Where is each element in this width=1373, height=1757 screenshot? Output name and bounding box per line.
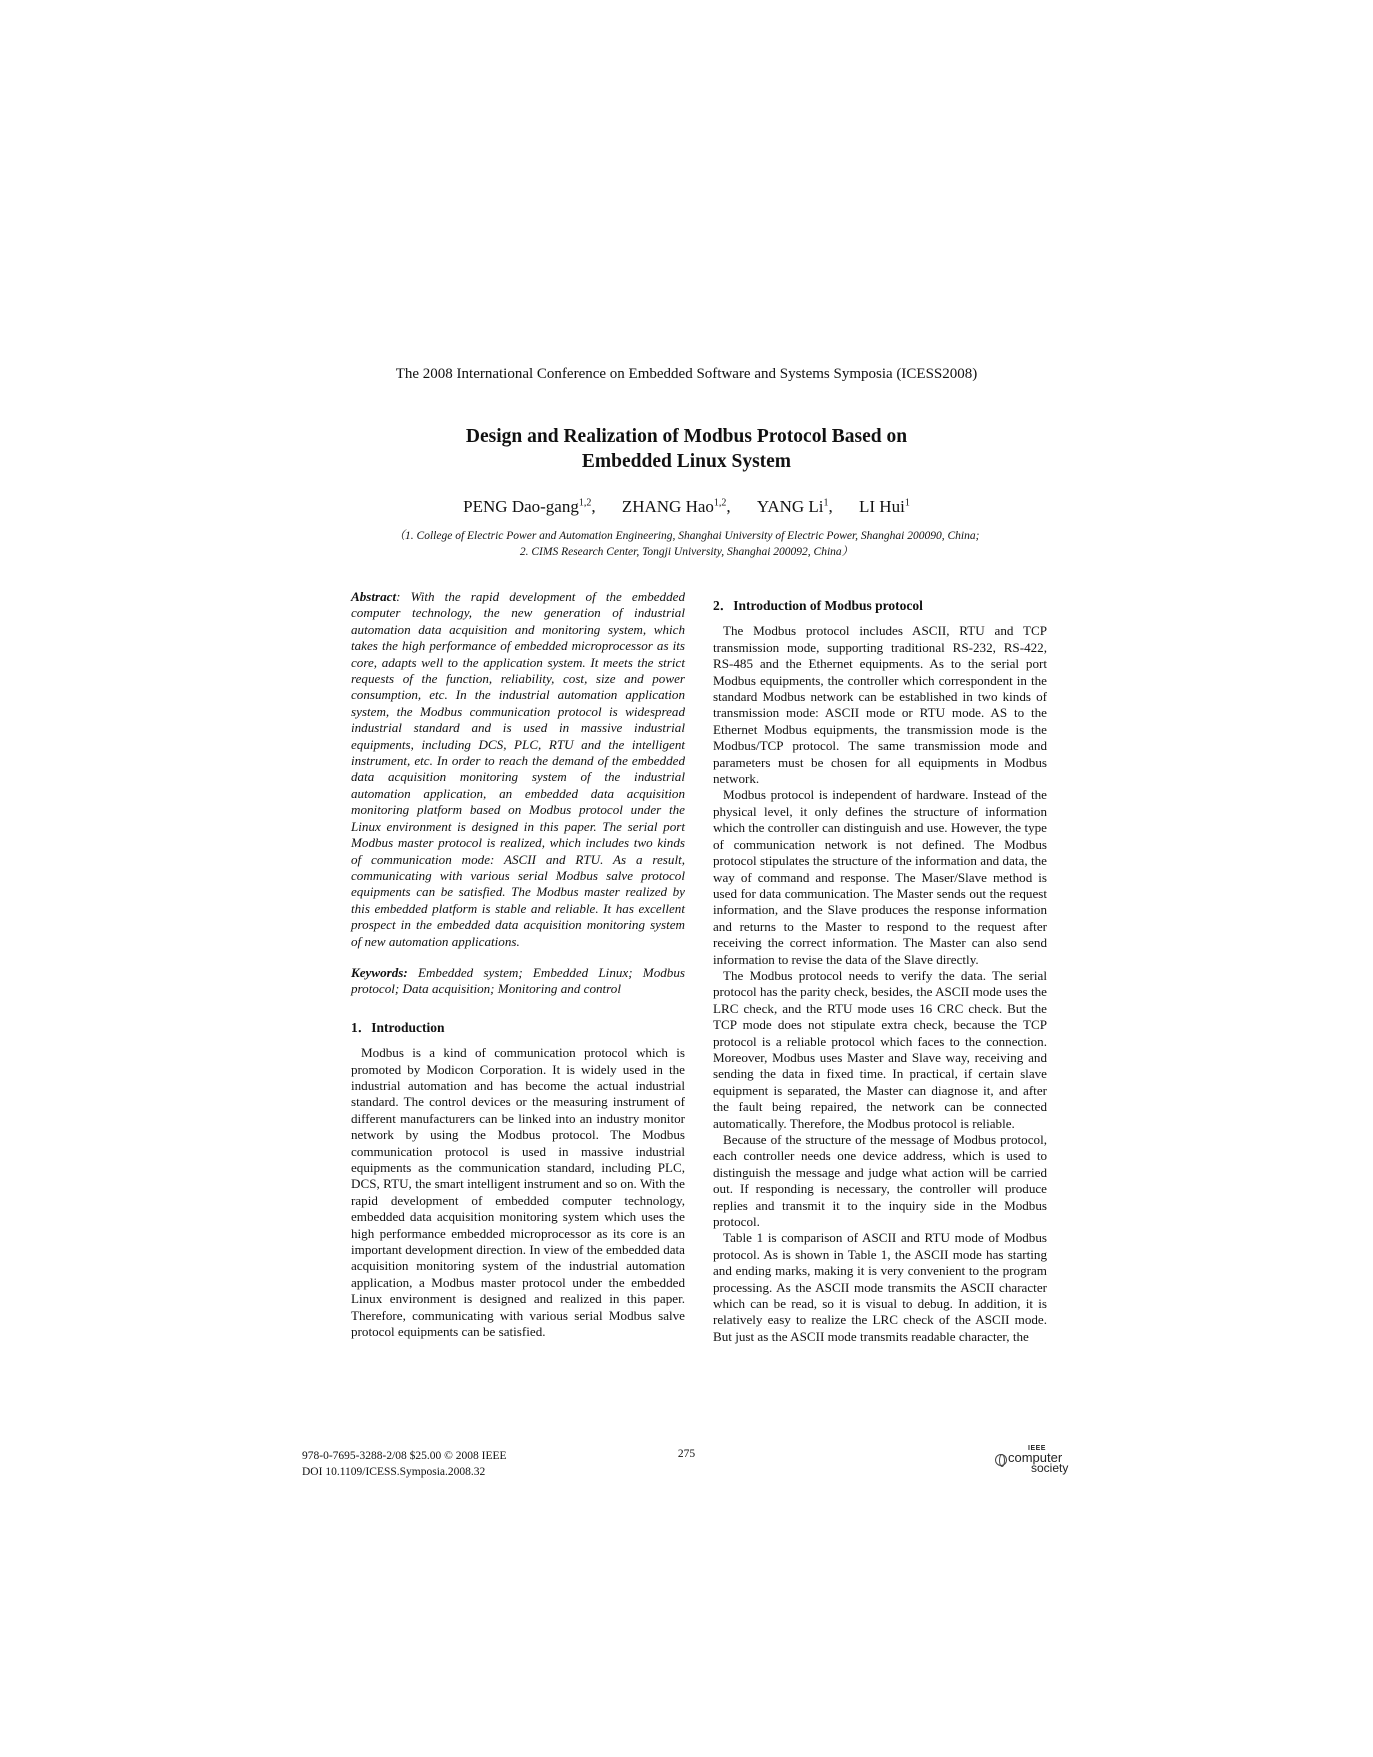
conference-header: The 2008 International Conference on Embedded Software and Systems Symposia (ICESS2008) bbox=[395, 366, 978, 382]
isbn-line: 978-0-7695-3288-2/08 $25.00 © 2008 IEEE bbox=[302, 1450, 507, 1462]
logo-ieee-text: IEEE bbox=[1028, 1445, 1046, 1452]
title-line-2: Embedded Linux System bbox=[581, 451, 792, 472]
paragraph: The Modbus protocol includes ASCII, RTU and TCP transmission mode, supporting traditional RS-232, RS-422, RS-485 and the Ethernet equipments. As to the serial port Modbus equipments, the controller which correspondent in the standard Modbus network can be established in two kinds of transmission mode: ASCII mode or RTU mode. AS to the Ethernet Modbus equipments, the transmission mode is the Modbus/TCP protocol. The same transmission mode and parameters must be chosen for all equipments in Modbus network. bbox=[713, 623, 1047, 787]
author: YANG Li$^1$, bbox=[756, 497, 833, 516]
ieee-computer-society-logo bbox=[995, 1445, 1085, 1475]
title-line-1: Design and Realization of Modbus Protocol Based on bbox=[465, 426, 908, 447]
abstract-label: Abstract bbox=[351, 589, 397, 604]
paragraph: Because of the structure of the message of Modbus protocol, each controller needs one device address, which is used to distinguish the message and judge what action will be carried out. If responding is necessary, the controller will produce replies and transmit it to the inquiry side in the Modbus protocol. bbox=[713, 1132, 1047, 1230]
keywords-label: Keywords: bbox=[351, 964, 408, 980]
paper-title bbox=[0, 424, 1373, 474]
paragraph: Modbus is a kind of communication protocol which is promoted by Modicon Corporation. It is widely used in the industrial automation and has become the actual industrial standard. The control devices or the measuring instrument of different manufacturers can be linked into an industry monitor network by using the Modbus protocol. The Modbus communication protocol is used in massive industrial equipments as the communication standard, including PLC, DCS, RTU, the smart intelligent instrument and so on. With the rapid development of embedded computer technology, embedded data acquisition monitoring system which uses the high performance embedded microprocessor as its core is an important development direction. In view of the embedded data acquisition monitoring system of the industrial automation application, a Modbus master protocol under the embedded Linux environment is designed and realized in this paper. Therefore, communicating with various serial Modbus salve protocol equipments can be satisfied. bbox=[351, 1045, 685, 1340]
left-column bbox=[351, 589, 685, 1340]
doi-line: DOI 10.1109/ICESS.Symposia.2008.32 bbox=[302, 1466, 486, 1478]
author: PENG Dao-gang$^{1,2}$, bbox=[463, 497, 596, 516]
keywords-text: Embedded system; Embedded Linux; Modbus protocol; Data acquisition; Monitoring and control bbox=[351, 964, 685, 997]
abstract bbox=[351, 589, 685, 950]
affiliation-line-2: 2. CIMS Research Center, Tongji University, Shanghai 200092, China） bbox=[519, 546, 854, 558]
section-heading-introduction: 1．Introduction bbox=[351, 1019, 445, 1035]
affiliation-line-1: （1. College of Electric Power and Automation Engineering, Shanghai University of Electric Power, Shanghai 200090, China; bbox=[393, 530, 980, 542]
section-heading-modbus: 2．Introduction of Modbus protocol bbox=[713, 598, 923, 613]
keywords bbox=[351, 965, 685, 998]
abstract-text: : With the rapid development of the embedded computer technology, the new generation of industrial automation data acquisition and monitoring system, which takes the high performance of embedded microprocessor as its core, adapts well to the application system. It meets the strict requests of the function, reliability, cost, size and power consumption, etc. In the industrial automation application system, the Modbus communication protocol is widespread industrial standard and is used in massive industrial equipments, including DCS, PLC, RTU and the intelligent instrument, etc. In order to reach the demand of the embedded data acquisition monitoring system of the industrial automation application, an embedded data acquisition monitoring platform based on Modbus protocol under the Linux environment is designed in this paper. The serial port Modbus master protocol is realized, which includes two kinds of communication mode: ASCII and RTU. As a result, communicating with various serial Modbus salve protocol equipments can be satisfied. The Modbus master realized by this embedded platform is stable and reliable. It has excellent prospect in the embedded data acquisition monitoring system of new automation applications. bbox=[351, 589, 685, 949]
globe-icon bbox=[995, 1454, 1007, 1466]
author: ZHANG Hao$^{1,2}$, bbox=[621, 497, 731, 516]
logo-word-computer: computer bbox=[1008, 1450, 1063, 1465]
page-number: 275 bbox=[677, 1448, 696, 1460]
paragraph: Modbus protocol is independent of hardware. Instead of the physical level, it only defines the structure of information which the controller can distinguish and use. However, the type of communication network is not defined. The Modbus protocol stipulates the structure of the information and data, the way of command and response. The Maser/Slave method is used for data communication. The Master sends out the request information, and the Slave produces the response information and returns to the Master to respond to the request after receiving the correct information. The Master can also send information to revise the data of the Slave directly. bbox=[713, 787, 1047, 967]
author: LI Hui$^1$ bbox=[859, 497, 910, 516]
paragraph: The Modbus protocol needs to verify the data. The serial protocol has the parity check, besides, the ASCII mode uses the LRC check, and the RTU mode uses 16 CRC check. But the TCP mode does not stipulate extra check, because the TCP protocol is a reliable protocol which faces to the connection. Moreover, Modbus uses Master and Slave way, receiving and sending the data in fixed time. In practical, if certain slave equipment is separated, the Master can diagnose it, and after the fault being repaired, the network can be connected automatically. Therefore, the Modbus protocol is reliable. bbox=[713, 967, 1047, 1131]
right-column bbox=[713, 589, 1047, 1345]
affiliations bbox=[0, 528, 1373, 560]
logo-word-society: society bbox=[1031, 1461, 1069, 1475]
paragraph: Table 1 is comparison of ASCII and RTU mode of Modbus protocol. As is shown in Table 1, the ASCII mode has starting and ending marks, making it is very convenient to the program processing. As the ASCII mode transmits the ASCII character which can be read, so it is visual to debug. In addition, it is relatively easy to realize the LRC check of the ASCII mode. But just as the ASCII mode transmits readable character, the bbox=[713, 1230, 1047, 1344]
author-list bbox=[0, 497, 1373, 517]
